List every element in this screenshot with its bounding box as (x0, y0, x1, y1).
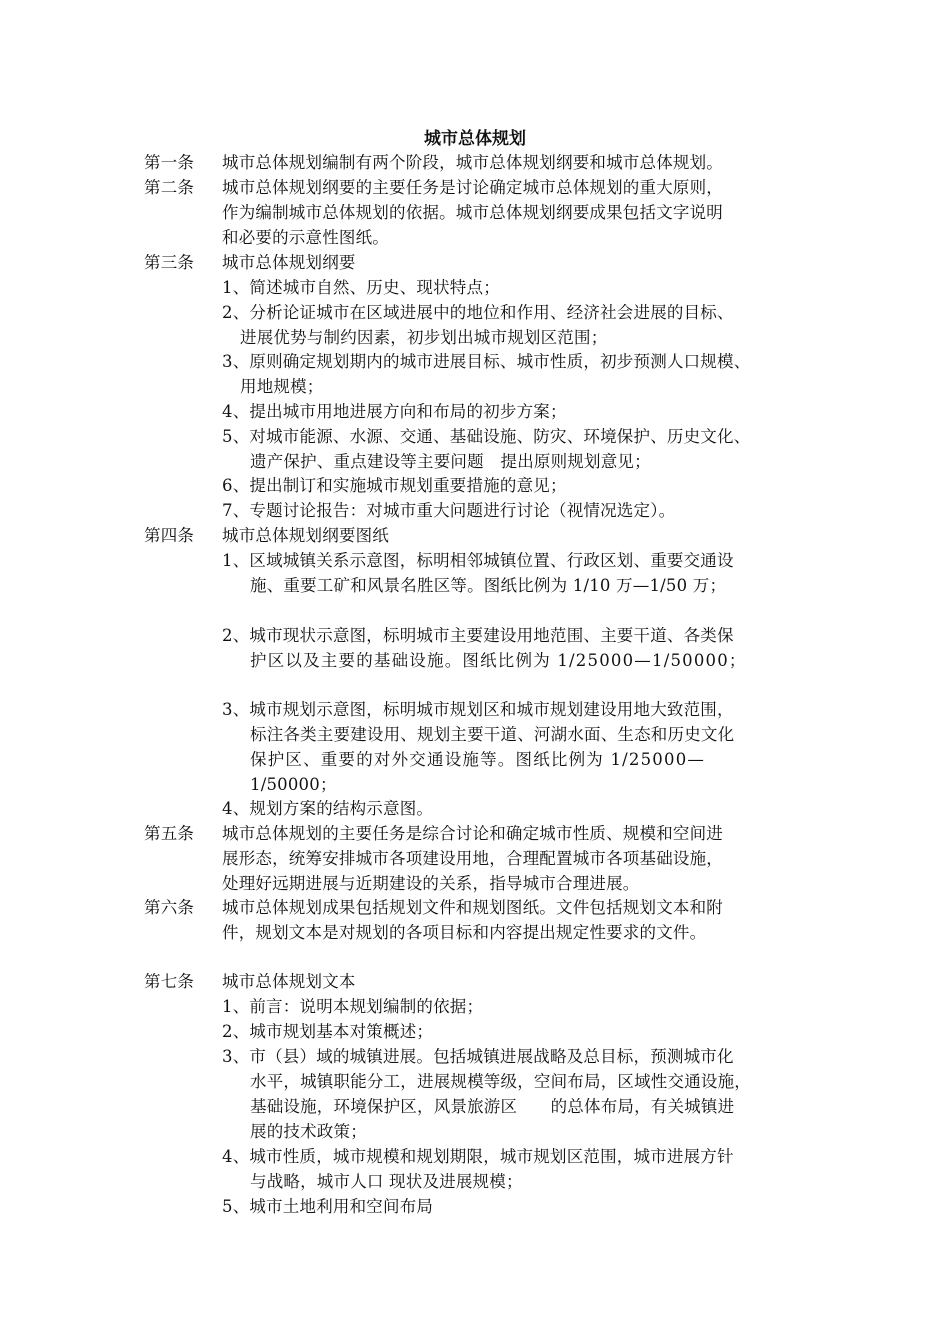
article-7-item-3-cont: 基础设施，环境保护区，风景旅游区 的总体布局，有关城镇进 (250, 1097, 735, 1116)
article-2-text-line: 和必要的示意性图纸。 (222, 228, 389, 247)
article-7-item-1: 1、前言：说明本规划编制的依据； (222, 997, 484, 1016)
article-7-item-4-cont: 与战略，城市人口 现状及进展规模； (250, 1172, 523, 1191)
article-7-item-4: 4、城市性质，城市规模和规划期限，城市规划区范围，城市进展方针 (222, 1147, 734, 1166)
article-3-heading: 城市总体规划纲要 (222, 253, 356, 272)
article-4-item-2: 2、城市现状示意图，标明城市主要建设用地范围、主要干道、各类保 (222, 626, 734, 645)
article-4-label: 第四条 (144, 526, 195, 545)
article-4-item-2-cont: 护区以及主要的基础设施。图纸比例为 1/25000—1/50000； (250, 651, 747, 670)
article-4-item-3-cont: 保护区、重要的对外交通设施等。图纸比例为 1/25000— (250, 750, 706, 769)
article-1-label: 第一条 (144, 153, 195, 172)
article-7-item-3-cont: 展的技术政策； (250, 1122, 367, 1141)
article-7-label: 第七条 (144, 972, 195, 991)
article-4-item-1-cont: 施、重要工矿和风景名胜区等。图纸比例为 1/10 万—1/50 万； (250, 576, 727, 595)
article-3-item-3-cont: 用地规模； (240, 377, 324, 396)
article-3-item-4: 4、提出城市用地进展方向和布局的初步方案； (222, 402, 567, 421)
article-4-item-3-cont: 标注各类主要建设用、规划主要干道、河湖水面、生态和历史文化 (250, 725, 735, 744)
article-4-item-1: 1、区域城镇关系示意图，标明相邻城镇位置、行政区划、重要交通设 (222, 551, 734, 570)
article-7-item-3: 3、市（县）域的城镇进展。包括城镇进展战略及总目标，预测城市化 (222, 1047, 734, 1066)
article-5-text-line: 城市总体规划的主要任务是综合讨论和确定城市性质、规模和空间进 (222, 824, 723, 843)
article-5-text-line: 展形态，统筹安排城市各项建设用地，合理配置城市各项基础设施， (222, 849, 723, 868)
article-7-heading: 城市总体规划文本 (222, 972, 356, 991)
article-4-item-3: 3、城市规划示意图，标明城市规划区和城市规划建设用地大致范围， (222, 700, 734, 719)
article-3-item-2-cont: 进展优势与制约因素，初步划出城市规划区范围； (240, 328, 608, 347)
article-5-label: 第五条 (144, 824, 195, 843)
article-4-heading: 城市总体规划纲要图纸 (222, 526, 389, 545)
article-3-item-6: 6、提出制订和实施城市规划重要措施的意见； (222, 476, 567, 495)
article-6-label: 第六条 (144, 898, 195, 917)
article-3-item-3: 3、原则确定规划期内的城市进展目标、城市性质，初步预测人口规模、 (222, 352, 751, 371)
article-4-item-3-cont: 1/50000； (250, 775, 337, 794)
article-6-text-line: 城市总体规划成果包括规划文件和规划图纸。文件包括规划文本和附 (222, 898, 723, 917)
article-3-label: 第三条 (144, 253, 195, 272)
article-2-text-line: 城市总体规划纲要的主要任务是讨论确定城市总体规划的重大原则， (222, 178, 723, 197)
article-1-text: 城市总体规划编制有两个阶段，城市总体规划纲要和城市总体规划。 (222, 153, 723, 172)
article-5-text-line: 处理好远期进展与近期建设的关系，指导城市合理进展。 (222, 874, 640, 893)
article-3-item-7: 7、专题讨论报告：对城市重大问题进行讨论（视情况选定）。 (222, 501, 676, 520)
article-2-label: 第二条 (144, 178, 195, 197)
article-7-item-2: 2、城市规划基本对策概述； (222, 1022, 434, 1041)
article-7-item-5: 5、城市土地利用和空间布局 (222, 1197, 434, 1216)
article-2-text-line: 作为编制城市总体规划的依据。城市总体规划纲要成果包括文字说明 (222, 203, 723, 222)
article-3-item-5-cont: 遗产保护、重点建设等主要问题 提出原则规划意见； (250, 452, 651, 471)
article-3-item-1: 1、简述城市自然、历史、现状特点； (222, 278, 500, 297)
article-3-item-5: 5、对城市能源、水源、交通、基础设施、防灾、环境保护、历史文化、 (222, 427, 751, 446)
article-4-item-4: 4、规划方案的结构示意图。 (222, 799, 434, 818)
document-title: 城市总体规划 (424, 129, 526, 149)
article-7-item-3-cont: 水平，城镇职能分工，进展规模等级，空间布局，区域性交通设施， (250, 1072, 751, 1091)
article-6-text-line: 件，规划文本是对规划的各项目标和内容提出规定性要求的文件。 (222, 923, 707, 942)
article-3-item-2: 2、分析论证城市在区域进展中的地位和作用、经济社会进展的目标、 (222, 303, 734, 322)
